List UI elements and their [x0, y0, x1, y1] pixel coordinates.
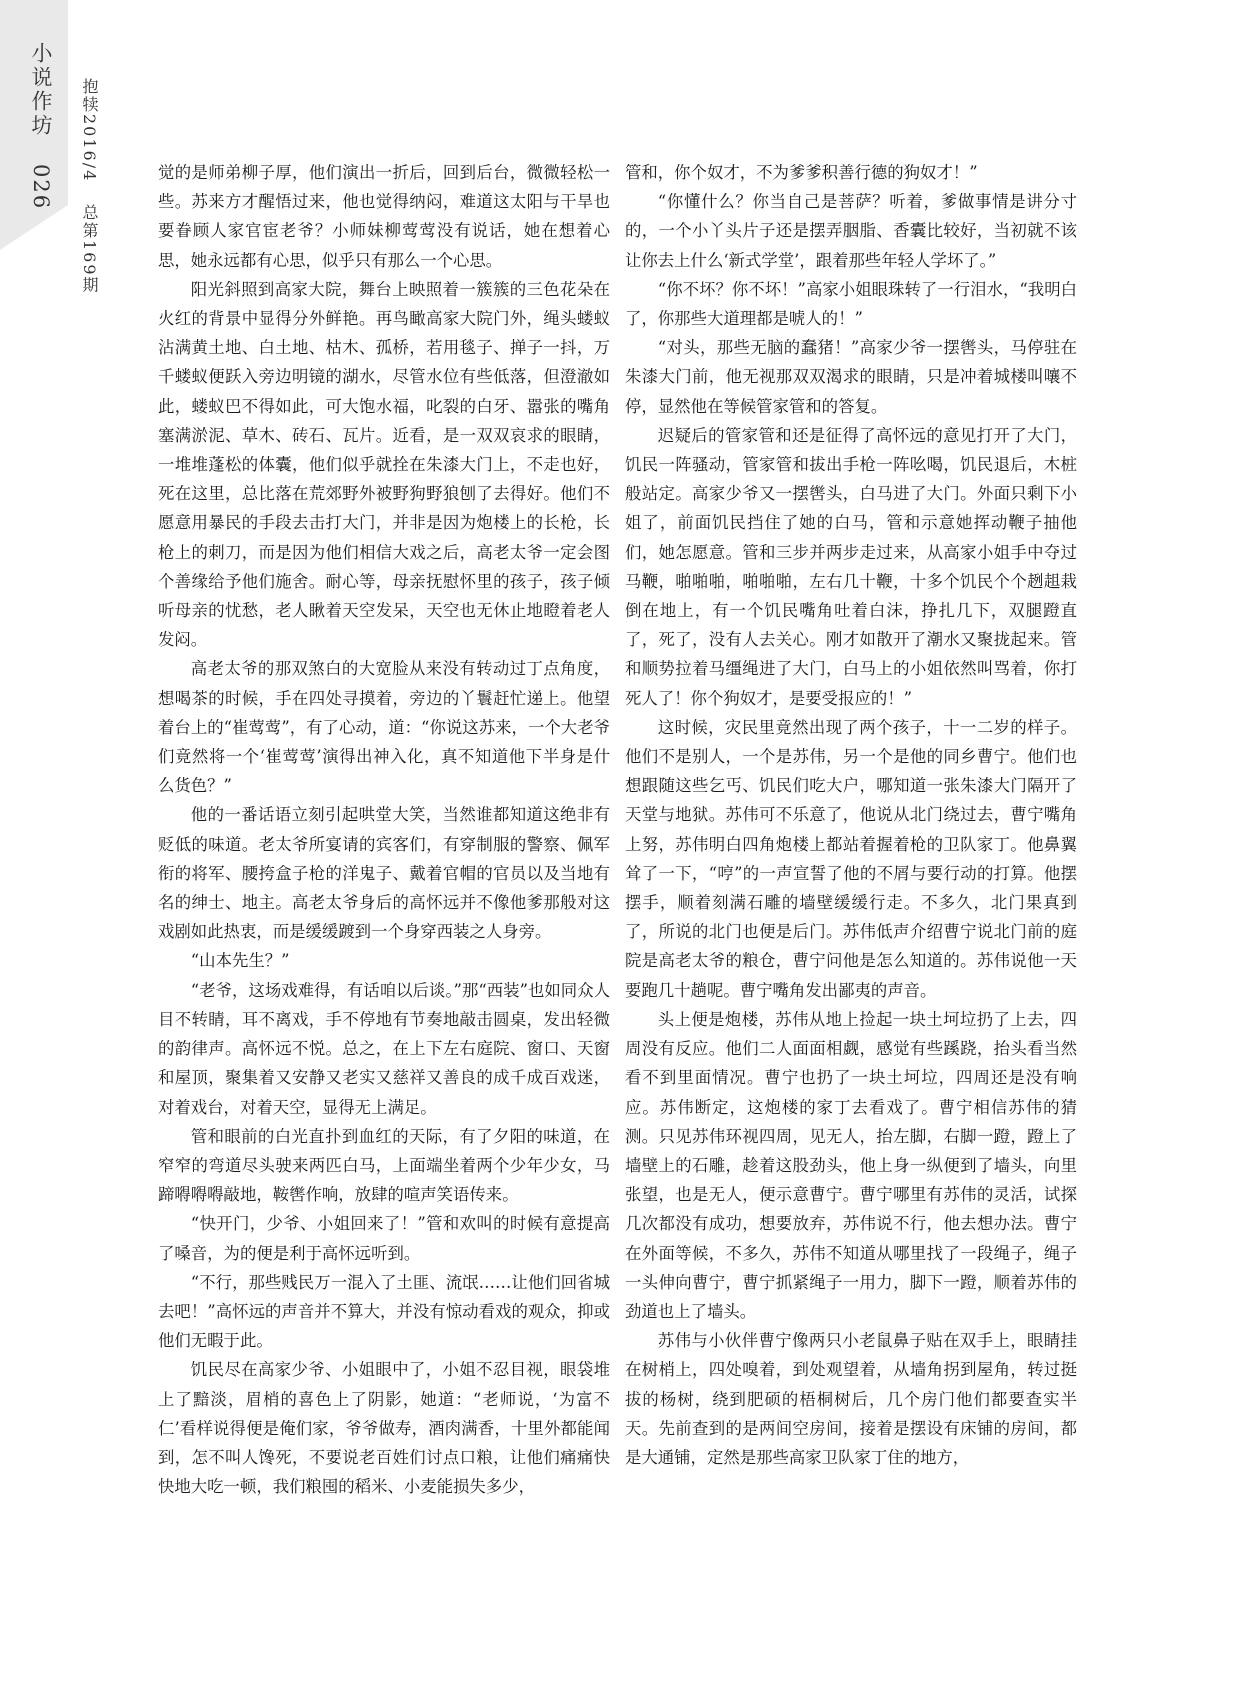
magazine-name: 抱犊 — [80, 78, 99, 114]
paragraph: 这时候，灾民里竟然出现了两个孩子，十一二岁的样子。他们不是别人，一个是苏伟，另一个是他的同乡曹宁。他们也想跟随这些乞丐、饥民们吃大户，哪知道一张朱漆大门隔开了天堂与地狱。苏伟可不乐意了，他说从北门绕过去，曹宁嘴角上努，苏伟明白四角炮楼上都站着握着枪的卫队家丁。他鼻翼耸了一下，“哼”的一声宣誓了他的不屑与要行动的打算。他摆摆手，顺着刻满石雕的墙壁缓缓行走。不多久，北门果真到了，所说的北门也便是后门。苏伟低声介绍曹宁说北门前的庭院是高老太爷的粮仓，曹宁问他是怎么知道的。苏伟说他一天要跑几十趟呢。曹宁嘴角发出鄙夷的声音。 — [625, 717, 1077, 1000]
issue-info — [78, 78, 101, 295]
section-title: 小说作坊 — [29, 42, 53, 138]
paragraph: “不行，那些贱民万一混入了土匪、流氓……让他们回省城去吧！”高怀远的声音并不算大，并没有惊动看戏的观众，抑或他们无暇于此。 — [158, 1272, 610, 1351]
page-number: 026 — [29, 164, 53, 211]
paragraph: 饥民尽在高家少爷、小姐眼中了，小姐不忍目视，眼袋堆上了黯淡，眉梢的喜色上了阴影，她道：“老师说，‘为富不仁’看样说得便是俺们家，爷爷做寿，酒肉满香，十里外都能闻到，怎不叫人馋死，不要说老百姓们讨点口粮，让他们痛痛快快地大吃一顿，我们粮囤的稻米、小麦能损失多少， — [158, 1360, 610, 1497]
paragraph: “山本先生？” — [190, 951, 290, 971]
paragraph: 管和眼前的白光直扑到血红的天际，有了夕阳的味道，在窄窄的弯道尽头驶来两匹白马，上面端坐着两个少年少女，马蹄嘚嘚嘚敲地，鞍辔作响，放肆的喧声笑语传来。 — [158, 1126, 610, 1205]
right-text-column — [625, 158, 1077, 1658]
paragraph: 管和，你个奴才，不为爹爹积善行德的狗奴才！” — [625, 163, 978, 182]
paragraph: 迟疑后的管家管和还是征得了高怀远的意见打开了大门，饥民一阵骚动，管家管和拔出手枪一阵吆喝，饥民退后，木桩般站定。高家少爷又一摆辔头，白马进了大门。外面只剩下小姐了，前面饥民挡住了她的白马，管和示意她挥动鞭子抽他们，她怎愿意。管和三步并两步走过来，从高家小姐手中夺过马鞭，啪啪啪，啪啪啪，左右几十鞭，十多个饥民个个趔趄栽倒在地上，有一个饥民嘴角吐着白沫，挣扎几下，双腿蹬直了，死了，没有人去关心。刚才如散开了潮水又聚拢起来。管和顺势拉着马缰绳进了大门，白马上的小姐依然叫骂着，你打死人了！你个狗奴才，是要受报应的！” — [625, 425, 1077, 708]
total-issue: 总第169期 — [80, 204, 99, 295]
paragraph: 他的一番话语立刻引起哄堂大笑，当然谁都知道这绝非有贬低的味道。老太爷所宴请的宾客们，有穿制服的警察、佩军衔的将军、腰挎盒子枪的洋鬼子、戴着官帽的官员以及当地有名的绅士、地主。高老太爷身后的高怀远并不像他爹那般对这戏剧如此热衷，而是缓缓踱到一个身穿西装之人身旁。 — [158, 805, 610, 942]
paragraph: 觉的是师弟柳子厚，他们演出一折后，回到后台，微微轻松一些。苏来方才醒悟过来，他也觉得纳闷，难道这太阳与干旱也要眷顾人家官宦老爷？小师妹柳莺莺没有说话，她在想着心思，她永远都有心思，似乎只有那么一个心思。 — [158, 163, 610, 270]
paragraph: “你不坏？你不坏！”高家小姐眼珠转了一行泪水，“我明白了，你那些大道理都是唬人的！” — [625, 279, 1077, 329]
paragraph: 头上便是炮楼，苏伟从地上捡起一块土坷垃扔了上去，四周没有反应。他们二人面面相觑，感觉有些蹊跷，抬头看当然看不到里面情况。曹宁也扔了一块土坷垃，四周还是没有响应。苏伟断定，这炮楼的家丁去看戏了。曹宁相信苏伟的猜测。只见苏伟环视四周，见无人，抬左脚，右脚一蹬，蹬上了墙壁上的石雕，趁着这股劲头，他上身一纵便到了墙头，向里张望，也是无人，便示意曹宁。曹宁哪里有苏伟的灵活，试探几次都没有成功，想要放弃，苏伟说不行，他去想办法。曹宁在外面等候，不多久，苏伟不知道从哪里找了一段绳子，绳子一头伸向曹宁，曹宁抓紧绳子一用力，脚下一蹬，顺着苏伟的劲道也上了墙头。 — [625, 1009, 1077, 1321]
paragraph: “快开门，少爷、小姐回来了！”管和欢叫的时候有意提高了嗓音，为的便是利于高怀远听到。 — [158, 1214, 610, 1263]
paragraph: “对头，那些无脑的蠢猪！”高家少爷一摆辔头，马停驻在朱漆大门前，他无视那双双渴求的眼睛，只是冲着城楼叫嚷不停，显然他在等候管家管和的答复。 — [625, 338, 1077, 416]
paragraph: 苏伟与小伙伴曹宁像两只小老鼠鼻子贴在双手上，眼睛挂在树梢上，四处嗅着，到处观望着，从墙角拐到屋角，转过挺拔的杨树，绕到肥硕的梧桐树后，几个房门他们都要查实半天。先前查到的是两间空房间，接着是摆设有床铺的房间，都是大通铺，定然是那些高家卫队家丁住的地方， — [625, 1331, 1077, 1467]
paragraph: 高老太爷的那双煞白的大宽脸从来没有转动过丁点角度，想喝茶的时候，手在四处寻摸着，旁边的丫鬟赶忙递上。他望着台上的“崔莺莺”，有了心动，道：“你说这苏来，一个大老爷们竟然将一个‘崔莺莺’演得出神入化，真不知道他下半身是什么货色？” — [158, 659, 610, 796]
left-text-column — [158, 158, 610, 1658]
section-header — [26, 42, 56, 210]
paragraph: 阳光斜照到高家大院，舞台上映照着一簇簇的三色花朵在火红的背景中显得分外鲜艳。再鸟瞰高家大院门外，绳头蝼蚁沾满黄土地、白土地、枯木、孤桥，若用毯子、掸子一抖，万千蝼蚁便跃入旁边明镜的湖水，尽管水位有些低落，但澄澈如此，蝼蚁巴不得如此，可大饱水福，叱裂的白牙、嚣张的嘴角塞满淤泥、草木、砖石、瓦片。近看，是一双双哀求的眼睛，一堆堆蓬松的体囊，他们似乎就拴在朱漆大门上，不走也好，死在这里，总比落在荒郊野外被野狗野狼刨了去得好。他们不愿意用暴民的手段去击打大门，并非是因为炮楼上的长枪，长枪上的刺刀，而是因为他们相信大戏之后，高老太爷一定会图个善缘给予他们施舍。耐心等，母亲抚慰怀里的孩子，孩子倾听母亲的忧愁，老人瞅着天空发呆，天空也无休止地瞪着老人发闷。 — [158, 279, 610, 650]
issue-number: 2016/4 — [80, 114, 99, 183]
paragraph: “老爷，这场戏难得，有话咱以后谈。”那“西装”也如同众人目不转睛，耳不离戏，手不停地有节奏地敲击圆桌，发出轻微的韵律声。高怀远不悦。总之，在上下左右庭院、窗口、天窗和屋顶，聚集着又安静又老实又慈祥又善良的成千成百戏迷，对着戏台，对着天空，显得无上满足。 — [158, 980, 610, 1117]
paragraph: “你懂什么？你当自己是菩萨？听着，爹做事情是讲分寸的，一个小丫头片子还是摆弄胭脂、香囊比较好，当初就不该让你去上什么‘新式学堂’，跟着那些年轻人学坏了。” — [625, 192, 1077, 270]
